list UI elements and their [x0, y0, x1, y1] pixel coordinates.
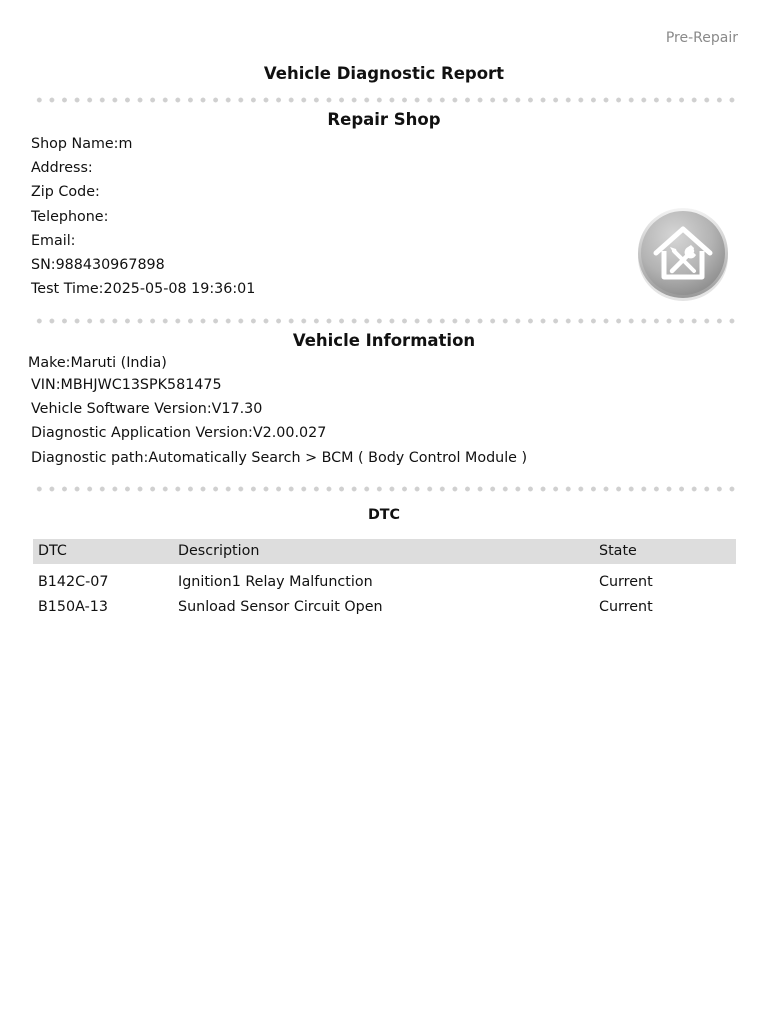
dtc-state: Current	[599, 574, 653, 590]
header-description: Description	[178, 543, 260, 559]
shop-telephone: Telephone:	[31, 209, 109, 225]
vehicle-info-title: Vehicle Information	[292, 331, 476, 350]
dotted-divider	[33, 97, 737, 103]
dtc-code: B150A-13	[38, 599, 108, 615]
dotted-divider	[33, 318, 737, 324]
dtc-code: B142C-07	[38, 574, 109, 590]
dotted-divider	[33, 486, 737, 492]
dtc-state: Current	[599, 599, 653, 615]
dtc-table-header	[33, 539, 736, 564]
report-title: Vehicle Diagnostic Report	[263, 64, 505, 83]
dtc-description: Ignition1 Relay Malfunction	[178, 574, 373, 590]
vehicle-vin: VIN:MBHJWC13SPK581475	[31, 377, 222, 393]
shop-sn: SN:988430967898	[31, 257, 165, 273]
shop-email: Email:	[31, 233, 76, 249]
test-time: Test Time:2025-05-08 19:36:01	[31, 281, 256, 297]
dtc-title: DTC	[367, 507, 401, 523]
shop-name: Shop Name:m	[31, 136, 133, 152]
table-row	[33, 595, 736, 620]
report-status: Pre-Repair	[665, 30, 738, 46]
header-dtc: DTC	[38, 543, 67, 559]
shop-address: Address:	[31, 160, 93, 176]
dtc-table	[33, 539, 736, 620]
table-row	[33, 570, 736, 595]
vehicle-make: Make:Maruti (India)	[28, 355, 167, 371]
header-state: State	[599, 543, 637, 559]
repair-shop-icon	[636, 207, 730, 301]
diagnostic-app-version: Diagnostic Application Version:V2.00.027	[31, 425, 327, 441]
diagnostic-path: Diagnostic path:Automatically Search > BCM ( Body Control Module )	[31, 450, 528, 466]
dtc-description: Sunload Sensor Circuit Open	[178, 599, 383, 615]
vehicle-software-version: Vehicle Software Version:V17.30	[31, 401, 263, 417]
shop-zip-code: Zip Code:	[31, 184, 100, 200]
repair-shop-title: Repair Shop	[327, 110, 441, 129]
